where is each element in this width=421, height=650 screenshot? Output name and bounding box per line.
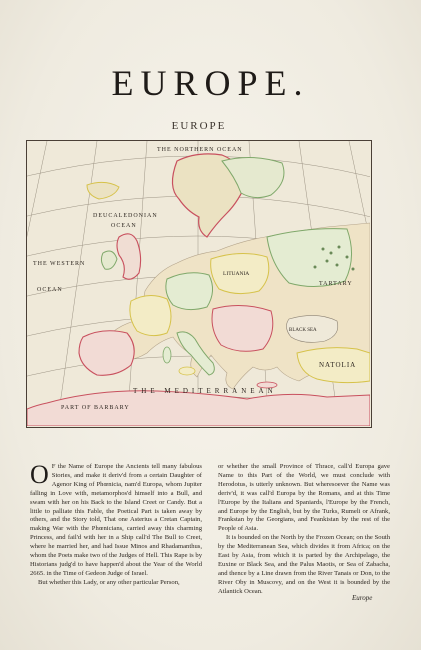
label-barbary: PART OF BARBARY	[61, 405, 130, 411]
sardinia-landmass	[163, 347, 171, 363]
label-western-ocean: OCEAN	[37, 287, 63, 293]
hungary-landmass	[212, 305, 273, 351]
label-deucaledonian: DEUCALEDONIAN	[93, 213, 158, 219]
label-mediterranean: THE MEDITERRANEAN	[133, 387, 277, 395]
ireland-landmass	[101, 251, 117, 269]
text-column-left	[30, 460, 202, 588]
germany-landmass	[166, 273, 213, 310]
britain-landmass	[117, 234, 141, 279]
label-north-ocean: THE NORTHERN OCEAN	[157, 147, 243, 153]
map-title: EUROPE	[171, 120, 227, 132]
paragraph-origin	[30, 460, 202, 579]
label-black-sea: BLACK SEA	[289, 328, 317, 333]
label-western: THE WESTERN	[33, 261, 86, 267]
paragraph-continued: But whether this Lady, or any other particular Person,	[38, 578, 180, 586]
france-landmass	[130, 295, 171, 335]
page-title: EUROPE.	[111, 63, 310, 103]
paragraph-origin-text: F the Name of Europe the Ancients tell many fabulous Stories, and make it deriv'd from a certain Daughter of Agenor King of Phœnicia, nam'd Europa, whom Jupiter falling in Love with, metamorphos'd himself into a Bull, and swam with her on his Back to the Island Creet or Candy. But a little to palliate this Fable, the Poetical Part is taken away by others, and the Story told, That one Asterius a Cretan Captain, making War with the Phœnicians, carried away this charming Princess, and fail'd with her in a Ship call'd The Bull to Creet, where he married her, and had Issue Minos and Rhadamanthus, whom the Poets make two of the Judges of Hell. This Rape is by Historians judg'd to have happen'd about the Year of the World 2665. in the Time of Gedeon Judge of Israel.	[30, 463, 202, 577]
label-deucaledonian-ocean: OCEAN	[111, 223, 137, 229]
map-area	[26, 120, 372, 428]
paragraph-names: or whether the small Province of Thrace, call'd Europa gave Name to this Part of the World, we must conclude with Herodotus, is utterly unknown. But wheresoever the Name was deriv'd, it was call'd Europa by the Romans, and at this Time l'Europe by the Italians and Spaniards, l'Europe by the French, and Europe by the English, but by the Turks, Rumeli or Afrank, Frankstan by the Georgians, and Feankistan by the rest of the People of Asia.	[218, 463, 390, 533]
label-lituania: LITUANIA	[223, 271, 250, 277]
text-column-right	[218, 463, 390, 597]
drop-cap: O	[30, 460, 49, 489]
map-frame	[26, 140, 372, 428]
paragraph-boundaries: It is bounded on the North by the Frozen Ocean; on the South by the Mediterranean Sea, which divides it from Africa; on the East by Asia, from which it is parted by the Archipelago, the Euxine or Black Sea, and the Palus Maotis, or Sea of Zabacha, and thence by a Line drawn from the River Tanais or Don, to the River Oby in Muscovy, and on the West it is bounded by the Atlantick Ocean.	[218, 534, 390, 595]
europe-map	[27, 141, 370, 426]
iberia-landmass	[79, 331, 134, 376]
catchword: Europe	[352, 594, 373, 602]
sicily-landmass	[179, 367, 195, 375]
label-tartary: TARTARY	[319, 281, 353, 287]
label-natolia: NATOLIA	[319, 361, 357, 369]
iceland-landmass	[87, 182, 119, 199]
